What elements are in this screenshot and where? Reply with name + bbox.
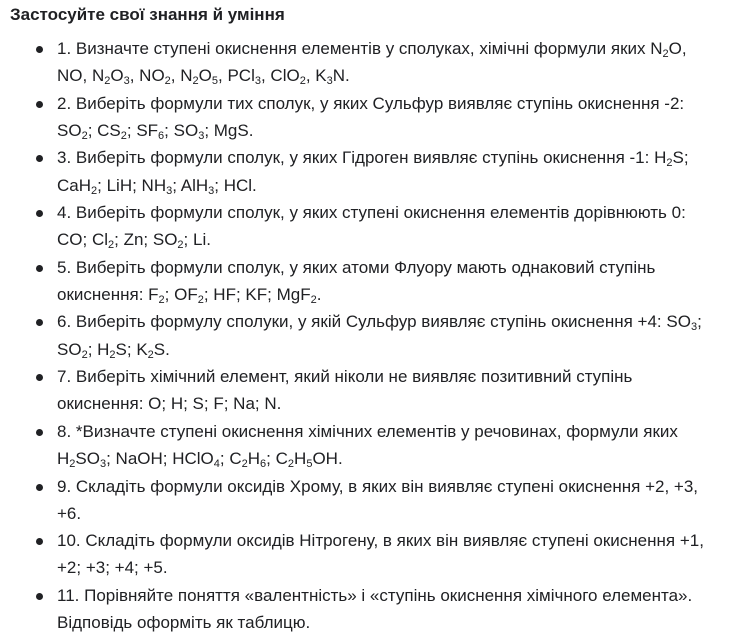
formula-subscript: 3 — [326, 75, 333, 88]
formula-subscript: 5 — [306, 458, 313, 471]
task-item-3 — [10, 144, 717, 199]
task-text: 6. Виберіть формулу сполуки, у якій Сульфур виявляє ступінь окиснення +4: SO — [57, 312, 691, 332]
task-text: 10. Складіть формули оксидів Нітрогену, в яких він виявляє ступені окиснення +1, +2; +3; +4; +5. — [57, 531, 704, 578]
formula-subscript: 2 — [147, 348, 154, 361]
formula-subscript: 2 — [192, 75, 199, 88]
formula-subscript: 4 — [213, 458, 220, 471]
task-text: 11. Порівняйте поняття «валентність» і «ступінь окиснення хімічного елемента». Відповідь оформіть як таблицю. — [57, 585, 693, 633]
task-text: , K — [305, 66, 327, 86]
formula-subscript: 2 — [666, 157, 673, 170]
task-text: ; HF; KF; MgF — [203, 285, 311, 305]
task-text: H — [247, 449, 261, 469]
formula-subscript: 2 — [104, 75, 111, 88]
task-text: 4. Виберіть формули сполук, у яких ступені окиснення елементів дорівнюють 0: CO; Cl — [57, 203, 686, 250]
task-item-11 — [10, 582, 717, 637]
task-text: 8. *Визначте ступені окиснення хімічних елементів у речовинах, формули яких H — [57, 421, 678, 469]
task-text: 2. Виберіть формули тих сполук, у яких Сульфур виявляє ступінь окиснення -2: SO — [57, 93, 685, 140]
task-text: ; OF — [164, 285, 198, 305]
task-item-5 — [10, 254, 717, 309]
task-text: , N — [170, 66, 193, 86]
task-text: SO — [75, 449, 100, 469]
task-text: . — [316, 285, 322, 305]
formula-subscript: 2 — [241, 458, 248, 471]
task-item-4 — [10, 199, 717, 254]
formula-subscript: 2 — [109, 348, 116, 361]
task-text: 7. Виберіть хімічний елемент, який ніколи не виявляє позитивний ступінь окиснення: O; H; S; F; Na; N. — [57, 367, 633, 414]
formula-subscript: 6 — [158, 129, 165, 142]
task-text: O — [110, 66, 124, 86]
formula-subscript: 2 — [81, 348, 88, 361]
task-text: OH. — [312, 449, 343, 469]
task-text: 9. Складіть формули оксидів Хрому, в яких він виявляє ступені окиснення +2, +3, +6. — [57, 476, 699, 523]
task-item-2 — [10, 90, 717, 145]
formula-subscript: 2 — [120, 129, 127, 142]
formula-subscript: 3 — [208, 184, 215, 197]
task-text: , ClO — [260, 66, 300, 86]
formula-subscript: 5 — [211, 75, 219, 88]
formula-subscript: 2 — [177, 239, 184, 252]
formula-subscript: 3 — [166, 184, 173, 197]
formula-subscript: 2 — [91, 184, 98, 197]
section-heading: Застосуйте свої знання й уміння — [10, 5, 285, 24]
task-text: , PCl — [218, 66, 255, 86]
formula-subscript: 2 — [158, 294, 165, 307]
formula-subscript: 3 — [690, 321, 698, 334]
formula-subscript: 2 — [287, 458, 295, 471]
task-text: ; HCl. — [214, 175, 257, 195]
task-text: ; Li. — [183, 230, 211, 250]
task-text: ; SO — [164, 120, 199, 140]
task-text: S. — [153, 339, 170, 359]
task-text: ; CS — [87, 120, 121, 140]
formula-subscript: 2 — [299, 75, 306, 88]
task-text: 5. Виберіть формули сполук, у яких атоми Флуору мають однаковий ступінь окиснення: F — [57, 257, 656, 305]
formula-subscript: 3 — [123, 75, 130, 88]
task-item-6 — [10, 308, 717, 363]
task-text: ; SF — [126, 120, 159, 140]
formula-subscript: 2 — [164, 75, 171, 88]
task-text: O, NO, N — [57, 39, 687, 86]
task-item-9 — [10, 473, 717, 528]
formula-subscript: 2 — [310, 294, 317, 307]
task-item-1 — [10, 35, 717, 90]
formula-subscript: 3 — [254, 75, 261, 88]
task-text: , NO — [129, 66, 165, 86]
formula-subscript: 2 — [197, 294, 204, 307]
task-text: ; SO — [57, 312, 702, 359]
task-item-7 — [10, 363, 717, 418]
task-list — [10, 35, 746, 636]
task-text: S; CaH — [57, 148, 689, 195]
formula-subscript: 3 — [99, 458, 107, 471]
task-text: N. — [332, 66, 350, 86]
formula-subscript: 2 — [108, 239, 115, 252]
formula-subscript: 3 — [198, 129, 205, 142]
task-text: ; Zn; SO — [114, 230, 178, 250]
task-text: S; K — [115, 339, 148, 359]
task-text: ; LiH; NH — [97, 175, 167, 195]
formula-subscript: 2 — [69, 458, 76, 471]
task-item-8 — [10, 418, 717, 473]
task-text: ; C — [266, 449, 288, 469]
task-text: O — [198, 66, 212, 86]
formula-subscript: 6 — [260, 458, 267, 471]
formula-subscript: 2 — [662, 48, 669, 60]
formula-subscript: 2 — [81, 129, 88, 142]
task-item-10 — [10, 527, 717, 582]
task-text: H — [294, 449, 307, 469]
task-text: ; MgS. — [204, 120, 254, 140]
task-text: ; NaOH; HClO — [106, 449, 214, 469]
task-text: ; AlH — [172, 175, 209, 195]
task-text: ; C — [219, 449, 242, 469]
task-text: ; H — [87, 339, 110, 359]
task-text: 1. Визначте ступені окиснення елементів у сполуках, хімічні формули яких N — [57, 39, 663, 58]
task-text: 3. Виберіть формули сполук, у яких Гідроген виявляє ступінь окиснення -1: H — [57, 148, 667, 168]
